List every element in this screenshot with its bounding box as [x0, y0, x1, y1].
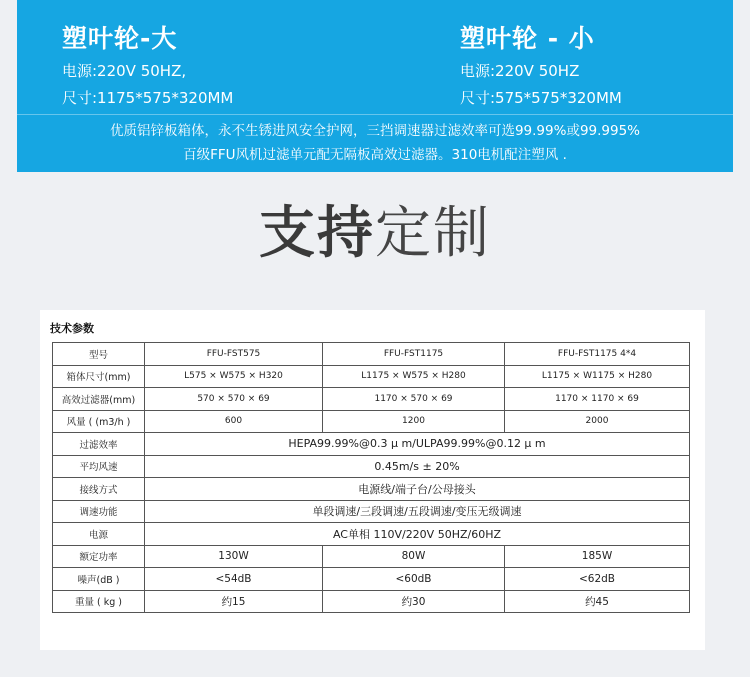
row-value: L575 × W575 × H320 [145, 365, 323, 388]
row-label: 箱体尺寸(mm) [53, 365, 145, 388]
row-value: 2000 [505, 410, 690, 433]
row-label: 高效过滤器(mm) [53, 388, 145, 411]
row-label: 电源 [53, 523, 145, 546]
banner-description-line1: 优质铝锌板箱体，永不生锈进风安全护网，三挡调速器过滤效率可选99.99%或99.995% [109, 123, 641, 139]
row-value: 1200 [323, 410, 505, 433]
row-label: 重量 ( kg ) [53, 590, 145, 613]
headline-light-text: 定制 [375, 201, 491, 266]
row-value: L1175 × W1175 × H280 [505, 365, 690, 388]
row-value-shared: 单段调速/三段调速/五段调速/变压无级调速 [145, 500, 690, 523]
table-row [53, 343, 690, 366]
row-value: <54dB [145, 568, 323, 591]
row-label: 型号 [53, 343, 145, 366]
table-row [53, 500, 690, 523]
row-label: 调速功能 [53, 500, 145, 523]
row-value: 600 [145, 410, 323, 433]
large-impeller-info [62, 22, 233, 110]
row-value: FFU-FST575 [145, 343, 323, 366]
table-row [53, 410, 690, 433]
row-value: <60dB [323, 568, 505, 591]
banner-description-line2: 百级FFU风机过滤单元配无隔板高效过滤器。310电机配注塑风 . [183, 147, 567, 163]
row-value-shared: HEPA99.99%@0.3 μ m/ULPA99.99%@0.12 μ m [145, 433, 690, 456]
row-label: 风量 ( (m3/h ) [53, 410, 145, 433]
row-label: 接线方式 [53, 478, 145, 501]
row-value-shared: 电源线/端子台/公母接头 [145, 478, 690, 501]
small-impeller-title: 塑叶轮 - 小 [460, 24, 595, 53]
small-impeller-size: 尺寸:575*575*320MM [460, 89, 622, 107]
large-impeller-title: 塑叶轮-大 [62, 24, 178, 53]
large-impeller-size: 尺寸:1175*575*320MM [62, 89, 234, 107]
row-value: 1170 × 570 × 69 [323, 388, 505, 411]
row-label: 过滤效率 [53, 433, 145, 456]
spec-table [52, 342, 690, 613]
table-row [53, 388, 690, 411]
large-impeller-power: 电源:220V 50HZ, [62, 62, 187, 80]
spec-panel [40, 310, 705, 650]
table-row [53, 433, 690, 456]
row-value: FFU-FST1175 4*4 [505, 343, 690, 366]
customization-headline [0, 198, 750, 270]
small-impeller-info [460, 22, 622, 110]
headline-strong-text: 支持 [259, 201, 375, 266]
product-banner [17, 0, 733, 172]
row-value: 约15 [145, 590, 323, 613]
row-value: 130W [145, 545, 323, 568]
table-row [53, 455, 690, 478]
table-row [53, 478, 690, 501]
row-value: FFU-FST1175 [323, 343, 505, 366]
row-value: L1175 × W575 × H280 [323, 365, 505, 388]
spec-title: 技术参数 [50, 322, 94, 335]
table-row [53, 365, 690, 388]
row-value: 约30 [323, 590, 505, 613]
banner-description [17, 119, 733, 167]
row-label: 额定功率 [53, 545, 145, 568]
row-value: 1170 × 1170 × 69 [505, 388, 690, 411]
banner-divider [17, 114, 733, 115]
row-value: 80W [323, 545, 505, 568]
table-row [53, 590, 690, 613]
row-value: 185W [505, 545, 690, 568]
table-row [53, 545, 690, 568]
row-value-shared: AC单相 110V/220V 50HZ/60HZ [145, 523, 690, 546]
row-value: 约45 [505, 590, 690, 613]
row-value: 570 × 570 × 69 [145, 388, 323, 411]
row-label: 噪声(dB ) [53, 568, 145, 591]
table-row [53, 568, 690, 591]
table-row [53, 523, 690, 546]
row-label: 平均风速 [53, 455, 145, 478]
small-impeller-power: 电源:220V 50HZ [460, 62, 580, 80]
row-value-shared: 0.45m/s ± 20% [145, 455, 690, 478]
row-value: <62dB [505, 568, 690, 591]
